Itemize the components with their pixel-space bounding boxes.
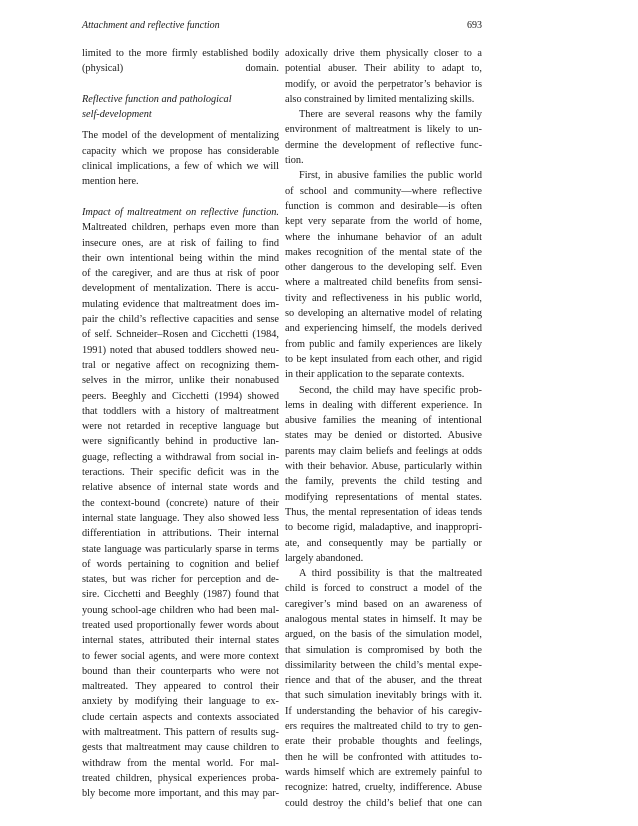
paragraph-line: makes recognition of the mental state of the (285, 246, 482, 258)
paragraph-line: child is forced to construct a model of the (285, 583, 482, 595)
paragraph-line: their own intentional being within the mind (82, 252, 279, 264)
paragraph-line: lems in dealing with different experience. In (285, 399, 482, 411)
paragraph-line: gests that maltreatment may cause children to (82, 742, 279, 754)
paragraph-line: potential abuser. Their ability to adapt to, (285, 63, 482, 75)
paragraph-line: If understanding the behavior of his caregiv- (285, 705, 482, 717)
paragraph-line: (physical) domain. (82, 63, 279, 75)
paragraph-line: other dangerous to the developing self. Even (285, 262, 482, 274)
paragraph-line: capacity which we propose has considerable (82, 145, 279, 157)
run-in-heading: Impact of maltreatment on reflective function. (82, 206, 279, 218)
paragraph-line: treated used proportionally fewer words about (82, 619, 279, 631)
paragraph-line: differentiation in attributions. Their internal (82, 528, 279, 540)
paragraph-line: of self. Schneider–Rosen and Cicchetti (1984, (82, 329, 279, 341)
left-column (82, 46, 279, 802)
paragraph-line: function is common and desirable—is often (285, 200, 482, 212)
paragraph-line: analogous mental states in himself. It may be (285, 613, 482, 625)
paragraph-line: Second, the child may have specific prob- (299, 384, 482, 396)
paragraph-line: modify, or avoid the perpetrator’s behavior is (285, 78, 482, 90)
paragraph-line: were not retarded in receptive language but (82, 421, 279, 433)
paragraph-line: sire. Cicchetti and Beeghly (1987) found that (82, 589, 279, 601)
paragraph-line: abusive families the meaning of intentional (285, 415, 482, 427)
paragraph-line: that such simulation inevitably brings with it. (285, 690, 482, 702)
paragraph-line: 1991) noted that abused toddlers showed neu- (82, 344, 279, 356)
paragraph-line: with their behavior. Abuse, particularly within (285, 461, 482, 473)
paragraph (82, 220, 279, 801)
paragraph-line: rience and that of the abuser, and the threat (285, 675, 482, 687)
paragraph-line: Maltreated children, perhaps even more than (82, 222, 279, 234)
paragraph-line: tral or negative affect on recognizing them- (82, 359, 279, 371)
paragraph-line: and experiencing himself, the models derived (285, 323, 482, 335)
paragraph-line: in their application to the separate contexts. (285, 369, 465, 381)
paragraph-line: recognize: hatred, cruelty, indifference. Abuse (285, 782, 482, 794)
paragraph-line: argued, on the basis of the simulation model, (285, 629, 482, 641)
paragraph-line: anxiety by modifying their language to ex- (82, 696, 279, 708)
paragraph-line: peers. Beeghly and Cicchetti (1994) showed (82, 390, 279, 402)
paragraph-line: the family, prevents the child testing and (285, 476, 482, 488)
paragraph-line: bly become more important, and this may par- (82, 788, 279, 800)
spacer (82, 190, 279, 205)
paragraph-line: adoxically drive them physically closer to a (285, 48, 482, 59)
paragraph-line: ers requires the maltreated child to try to gen- (285, 721, 482, 733)
paragraph (285, 566, 482, 811)
paragraph-line: A third possibility is that the maltreated (299, 568, 482, 580)
paragraph-line: were significantly behind in productive lan- (82, 436, 279, 448)
paragraph-line: then he will be confronted with attitudes to- (285, 751, 482, 763)
heading-line: self-development (82, 109, 152, 121)
paragraph-line: selves in the mirror, unlike their nonabused (82, 375, 279, 387)
paragraph-line: state language was particularly sparse in terms (82, 543, 279, 555)
paragraph-line: mention here. (82, 176, 139, 188)
paragraph-line: the context-bound (concrete) nature of their (82, 497, 279, 509)
paragraph-line: guage, reflecting a withdrawal from social in- (82, 451, 279, 463)
paragraph (285, 107, 482, 168)
section-heading (82, 92, 279, 123)
paragraph-line: insecure ones, are at risk of failing to find (82, 237, 279, 249)
paragraph-line: limited to the more firmly established bodily (82, 48, 279, 59)
paragraph-line: bound than their counterparts who were not (82, 665, 279, 677)
paragraph (285, 383, 482, 567)
paragraph (285, 168, 482, 382)
paragraph-line: of school and community—where reflective (285, 185, 482, 197)
paragraph-line: clinical implications, a few of which we will (82, 161, 279, 173)
paragraph-line: to become rigid, maladaptive, and inappropri- (285, 522, 482, 534)
paragraph-line: First, in abusive families the public world (299, 170, 482, 182)
paragraph-line: largely abandoned. (285, 552, 364, 564)
paragraph-line (82, 205, 279, 220)
paragraph-line: with maltreatment. This pattern of results sug- (82, 727, 279, 739)
paragraph-line: from public and family experiences are likely (285, 338, 482, 350)
paragraph (285, 46, 482, 107)
paragraph-line: withdraw from the mental world. For mal- (82, 757, 279, 769)
paragraph-line: where a maltreated child benefits from sensi- (285, 277, 482, 289)
paragraph-line: caregiver’s mind based on an awareness of (285, 598, 482, 610)
page-number: 693 (467, 20, 482, 31)
heading-line: Reflective function and pathological (82, 93, 232, 105)
paragraph-line: states may be denied or distorted. Abusive (285, 430, 482, 442)
paragraph-line: maltreated. They appeared to control their (82, 681, 279, 693)
paragraph-line: tivity and reflectiveness in his public world, (285, 292, 482, 304)
paragraph-line: wards himself which are extremely painful to (285, 766, 482, 778)
paragraph-line: pair the child’s reflective capacities and sense (82, 314, 279, 326)
paragraph-line: erate their probable thoughts and feelings, (285, 736, 482, 748)
paragraph-line: Thus, the mental representation of ideas tends (285, 506, 482, 518)
paragraph-line: modifying representations of mental states. (285, 491, 482, 503)
paragraph-line: states, but was richer for perception and de- (82, 574, 279, 586)
paragraph-line: mulating evidence that maltreatment does im- (82, 298, 279, 310)
spacer (82, 77, 279, 92)
paragraph (82, 46, 279, 77)
paragraph-line: treated children, physical experiences proba- (82, 772, 279, 784)
paragraph-line: The model of the development of mentalizing (82, 130, 279, 142)
paragraph-line: where the inhumane behavior of an adult (285, 231, 482, 243)
paragraph-line: dermine the development of reflective func- (285, 139, 482, 151)
paragraph-line: to fewer social agents, and were more context (82, 650, 279, 662)
paragraph-line: dissimilarity between the child’s mental expe- (285, 659, 482, 671)
paragraph-line: could destroy the child’s belief that one can (285, 797, 482, 809)
paragraph-line: tion. (285, 155, 304, 167)
paragraph-line: also constrained by limited mentalizing skills. (285, 93, 475, 105)
paragraph-line: of the caregiver, and are thus at risk of poor (82, 268, 279, 280)
paragraph-line: There are several reasons why the family (299, 109, 482, 121)
right-column (285, 46, 482, 811)
paragraph-line: to be kept insulated from each other, and rigid (285, 353, 482, 365)
paragraph-line: ate, and consequently may be partially or (285, 537, 482, 549)
paragraph-line: environment of maltreatment is likely to un- (285, 124, 482, 136)
paragraph-line: that toddlers with a history of maltreatment (82, 405, 279, 417)
running-title: Attachment and reflective function (82, 20, 220, 31)
paragraph-line: kept very separate from the world of home, (285, 216, 482, 228)
paragraph-line: clude certain aspects and contexts associated (82, 711, 279, 723)
paragraph (82, 128, 279, 189)
paragraph-line: young school-age children who had been mal- (82, 604, 279, 616)
paragraph-line: internal state language. They also showed less (82, 512, 279, 524)
paragraph-line: of words pertaining to cognition and belief (82, 558, 279, 570)
paragraph-line: parents may claim beliefs and feelings at odds (285, 445, 482, 457)
paragraph-line: development of mentalization. There is accu- (82, 283, 279, 295)
paragraph-line: internal states, attributed their internal states (82, 635, 279, 647)
paragraph-line: teractions. Their specific deficit was in the (82, 467, 279, 479)
paragraph-line: relative absence of internal state words and (82, 482, 279, 494)
paragraph-line: that simulation is compromised by both the (285, 644, 482, 656)
paragraph-line: so developing an alternative model of relating (285, 308, 482, 320)
